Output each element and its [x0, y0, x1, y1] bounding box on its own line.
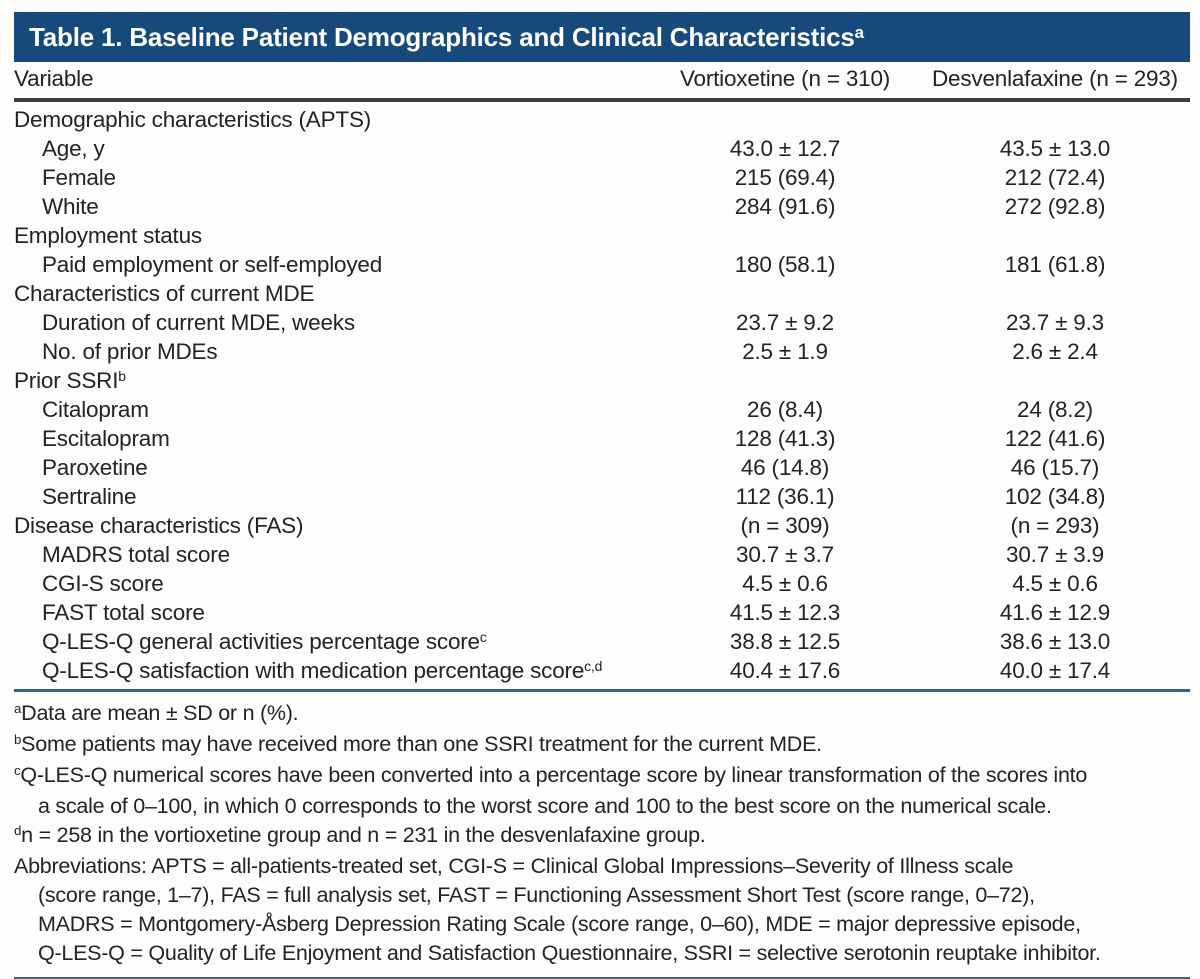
footnote-text: Q-LES-Q numerical scores have been converted into a percentage score by linear transformation of the scores into: [20, 763, 1088, 787]
row-value-desvenlafaxine: [920, 279, 1190, 308]
table-row: [14, 424, 1190, 453]
table-title: Table 1. Baseline Patient Demographics and Clinical Characteristics: [29, 22, 855, 52]
row-label: Sertraline: [42, 484, 137, 509]
row-value-desvenlafaxine: 30.7 ± 3.9: [1006, 542, 1104, 567]
row-value-desvenlafaxine: 122 (41.6): [1004, 426, 1106, 451]
table-row: [14, 627, 1190, 656]
table-figure: [14, 12, 1190, 979]
row-label: Duration of current MDE, weeks: [42, 310, 355, 335]
footnote-line: [14, 910, 1190, 939]
column-header-desvenlafaxine: Desvenlafaxine (n = 293): [932, 66, 1178, 91]
column-header-row: [14, 62, 1190, 102]
footnote-line: [14, 821, 1190, 852]
row-value-desvenlafaxine: 23.7 ± 9.3: [1006, 310, 1104, 335]
row-value-vortioxetine: 215 (69.4): [734, 165, 836, 190]
row-label: Paroxetine: [42, 455, 148, 480]
row-value-vortioxetine: 112 (36.1): [735, 484, 835, 509]
row-value-vortioxetine: 43.0 ± 12.7: [729, 136, 841, 161]
row-label-superscript: c,d: [584, 658, 603, 675]
footnote-line: [14, 761, 1190, 792]
row-value-vortioxetine: 38.8 ± 12.5: [729, 629, 841, 654]
row-label: Disease characteristics (FAS): [14, 513, 304, 538]
row-label: No. of prior MDEs: [42, 339, 218, 364]
table-row: [14, 134, 1190, 163]
row-label-superscript: b: [118, 368, 126, 385]
footnote-text: MADRS = Montgomery-Åsberg Depression Rating Scale (score range, 0–60), MDE = major depressive episode,: [38, 912, 1081, 936]
table-body: [14, 102, 1190, 689]
row-value-desvenlafaxine: [920, 366, 1190, 395]
footnote-marker: a: [14, 701, 22, 717]
table-row: [14, 308, 1190, 337]
row-label: Escitalopram: [42, 426, 170, 451]
row-value-vortioxetine: [665, 221, 905, 250]
footnote-text: (score range, 1–7), FAS = full analysis set, FAST = Functioning Assessment Short Test (score range, 0–72),: [38, 883, 1035, 907]
footnote-line: [14, 939, 1190, 968]
row-label: Employment status: [14, 223, 202, 248]
column-header-variable: Variable: [14, 66, 94, 91]
row-value-desvenlafaxine: 43.5 ± 13.0: [999, 136, 1111, 161]
row-value-vortioxetine: 2.5 ± 1.9: [742, 339, 828, 364]
footnote-line: [14, 792, 1190, 821]
row-value-vortioxetine: [665, 279, 905, 308]
footnote-text: Some patients may have received more than one SSRI treatment for the current MDE.: [21, 732, 822, 756]
row-value-vortioxetine: 40.4 ± 17.6: [729, 658, 841, 683]
row-value-desvenlafaxine: [920, 105, 1190, 134]
table-row: [14, 598, 1190, 627]
row-label: MADRS total score: [42, 542, 230, 567]
row-label: Citalopram: [42, 397, 149, 422]
row-value-desvenlafaxine: 102 (34.8): [1004, 484, 1106, 509]
footnote-line: [14, 730, 1190, 761]
row-label: Age, y: [42, 136, 105, 161]
row-value-desvenlafaxine: 38.6 ± 13.0: [999, 629, 1111, 654]
row-label: Paid employment or self-employed: [42, 252, 383, 277]
table-row: [14, 221, 1190, 250]
table-row: [14, 337, 1190, 366]
table-row: [14, 540, 1190, 569]
row-value-vortioxetine: [665, 105, 905, 134]
row-value-desvenlafaxine: 41.6 ± 12.9: [999, 600, 1111, 625]
row-value-desvenlafaxine: 181 (61.8): [1004, 252, 1106, 277]
row-value-vortioxetine: 284 (91.6): [734, 194, 836, 219]
footnote-text: Data are mean ± SD or n (%).: [21, 701, 299, 725]
row-value-desvenlafaxine: 46 (15.7): [1010, 455, 1100, 480]
row-value-desvenlafaxine: [920, 221, 1190, 250]
row-label: Characteristics of current MDE: [14, 281, 315, 306]
table-row: [14, 511, 1190, 540]
table-title-superscript: a: [854, 23, 864, 43]
footnote-text: a scale of 0–100, in which 0 corresponds to the worst score and 100 to the best score on the numerical scale.: [38, 794, 1052, 818]
table-row: [14, 569, 1190, 598]
table-row: [14, 453, 1190, 482]
row-value-vortioxetine: 180 (58.1): [734, 252, 836, 277]
footnote-line: [14, 852, 1190, 881]
footnote-line: [14, 881, 1190, 910]
footnote-text: Q-LES-Q = Quality of Life Enjoyment and Satisfaction Questionnaire, SSRI = selective serotonin reuptake inhibitor.: [38, 941, 1101, 965]
row-label: Demographic characteristics (APTS): [14, 107, 372, 132]
footnote-text: Abbreviations: APTS = all-patients-treated set, CGI-S = Clinical Global Impressions–Severity of Illness scale: [14, 854, 1014, 878]
row-value-desvenlafaxine: 40.0 ± 17.4: [999, 658, 1111, 683]
table-row: [14, 192, 1190, 221]
row-value-vortioxetine: (n = 309): [740, 513, 830, 538]
table-row: [14, 482, 1190, 511]
table-title-bar: [14, 12, 1190, 62]
table-row: [14, 395, 1190, 424]
row-value-desvenlafaxine: 272 (92.8): [1004, 194, 1106, 219]
row-value-vortioxetine: 4.5 ± 0.6: [742, 571, 828, 596]
row-value-vortioxetine: 26 (8.4): [747, 397, 823, 422]
row-label: CGI-S score: [42, 571, 164, 596]
row-value-desvenlafaxine: 2.6 ± 2.4: [1012, 339, 1098, 364]
table-row: [14, 656, 1190, 685]
footnote-text: n = 258 in the vortioxetine group and n = 231 in the desvenlafaxine group.: [21, 823, 706, 847]
row-label-superscript: c: [479, 629, 487, 646]
footnote-marker: b: [14, 732, 22, 748]
row-value-vortioxetine: 41.5 ± 12.3: [729, 600, 841, 625]
table-row: [14, 279, 1190, 308]
row-label: White: [42, 194, 99, 219]
row-value-vortioxetine: 23.7 ± 9.2: [736, 310, 834, 335]
table-row: [14, 105, 1190, 134]
footnote-marker: c: [14, 763, 21, 779]
footnotes: [14, 692, 1190, 977]
row-label: Female: [42, 165, 116, 190]
row-value-vortioxetine: 128 (41.3): [734, 426, 836, 451]
row-value-desvenlafaxine: 4.5 ± 0.6: [1012, 571, 1098, 596]
column-header-vortioxetine: Vortioxetine (n = 310): [679, 66, 891, 91]
row-value-vortioxetine: 30.7 ± 3.7: [736, 542, 834, 567]
row-value-desvenlafaxine: 24 (8.2): [1017, 397, 1093, 422]
table-row: [14, 163, 1190, 192]
row-value-vortioxetine: 46 (14.8): [740, 455, 830, 480]
table-row: [14, 366, 1190, 395]
table-row: [14, 250, 1190, 279]
row-label: Prior SSRI: [14, 368, 119, 393]
row-value-vortioxetine: [665, 366, 905, 395]
row-label: Q-LES-Q satisfaction with medication percentage score: [42, 658, 585, 683]
footnote-line: [14, 699, 1190, 730]
footnote-marker: d: [14, 823, 22, 839]
row-label: Q-LES-Q general activities percentage score: [42, 629, 480, 654]
row-value-desvenlafaxine: 212 (72.4): [1004, 165, 1106, 190]
row-label: FAST total score: [42, 600, 205, 625]
row-value-desvenlafaxine: (n = 293): [1010, 513, 1100, 538]
